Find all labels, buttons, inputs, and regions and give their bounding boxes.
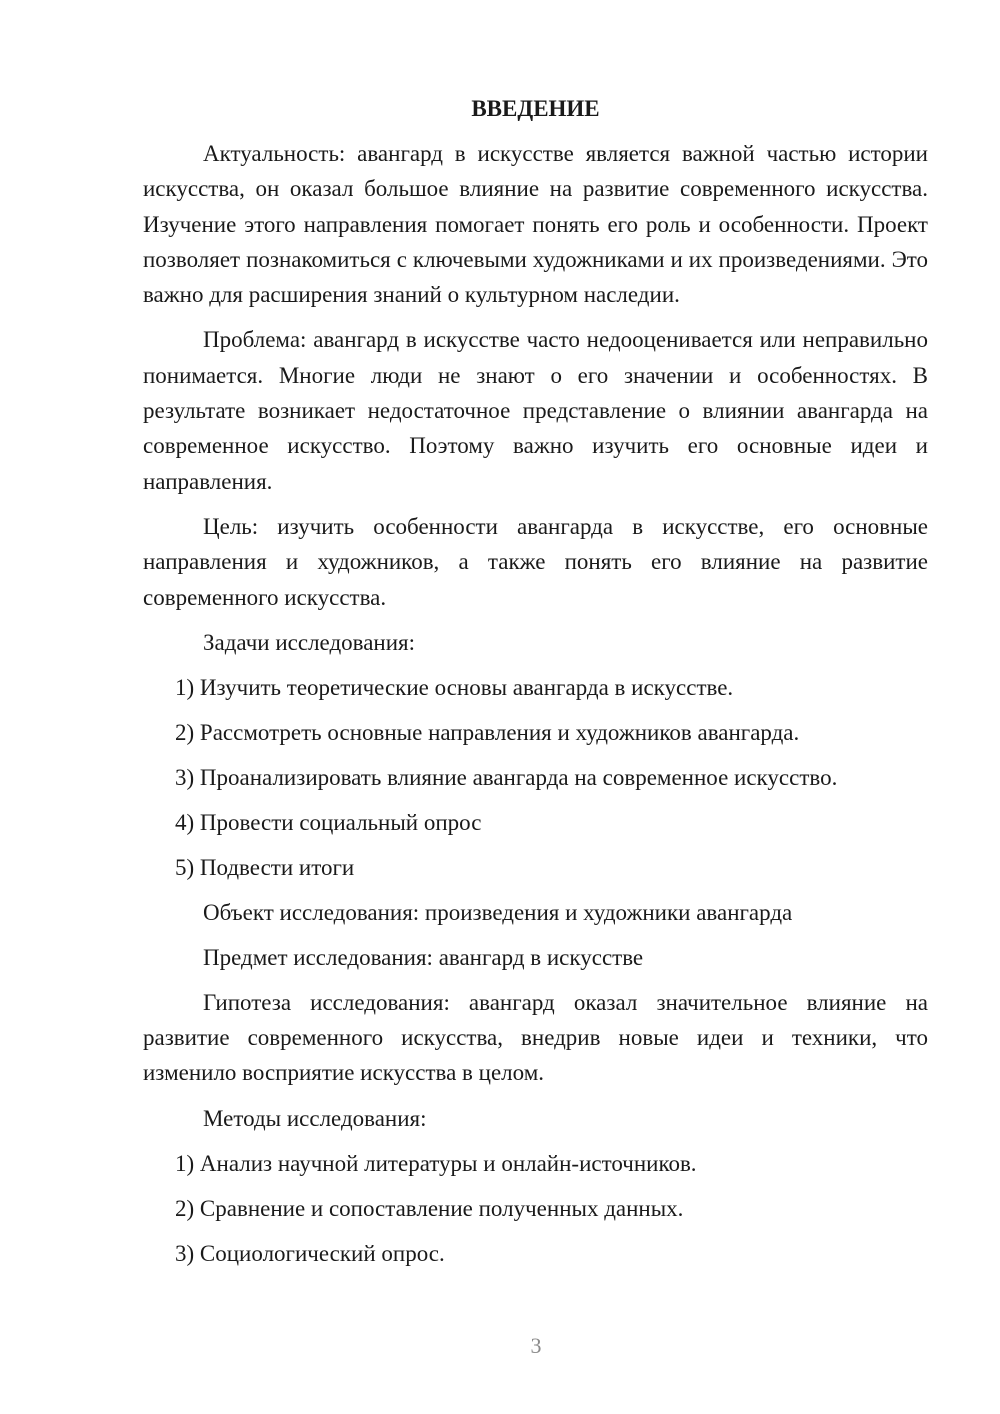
subject-line: Предмет исследования: авангард в искусстве [203,944,644,970]
tasks-list [143,670,928,885]
task-item: 1) Изучить теоретические основы авангарда в искусстве. [175,674,734,700]
method-item: 2) Сравнение и сопоставление полученных данных. [175,1195,684,1221]
object-line: Объект исследования: произведения и художники авангарда [203,899,793,925]
relevance-paragraph: Актуальность: авангард в искусстве является важной частью истории искусства, он оказал большое влияние на развитие современного искусства. Изучение этого направления помогает понять его роль и особенности. Проект позволяет познакомиться с ключевыми художниками и их произведениями. Это важно для расширения знаний о культурном наследии. [143,141,928,308]
methods-label: Методы исследования: [203,1105,427,1131]
methods-list [143,1146,928,1271]
method-item: 3) Социологический опрос. [175,1240,445,1266]
page-number: 3 [530,1333,542,1358]
task-item: 3) Проанализировать влияние авангарда на современное искусство. [175,764,838,790]
tasks-label: Задачи исследования: [203,629,416,655]
goal-paragraph: Цель: изучить особенности авангарда в искусстве, его основные направления и художников, а также понять его влияние на развитие современного искусства. [143,513,928,610]
section-title: ВВЕДЕНИЕ [471,96,600,121]
problem-paragraph: Проблема: авангард в искусстве часто недооценивается или неправильно понимается. Многие люди не знают о его значении и особенностях. В результате возникает недостаточное представление о влиянии авангарда на современное искусство. Поэтому важно изучить его основные идеи и направления. [143,327,928,494]
method-item: 1) Анализ научной литературы и онлайн-источников. [175,1150,697,1176]
hypothesis-paragraph: Гипотеза исследования: авангард оказал значительное влияние на развитие современного искусства, внедрив новые идеи и техники, что изменило восприятие искусства в целом. [143,989,928,1086]
page-content [143,91,928,1281]
task-item: 2) Рассмотреть основные направления и художников авангарда. [175,719,800,745]
task-item: 4) Провести социальный опрос [175,809,482,835]
task-item: 5) Подвести итоги [175,854,355,880]
